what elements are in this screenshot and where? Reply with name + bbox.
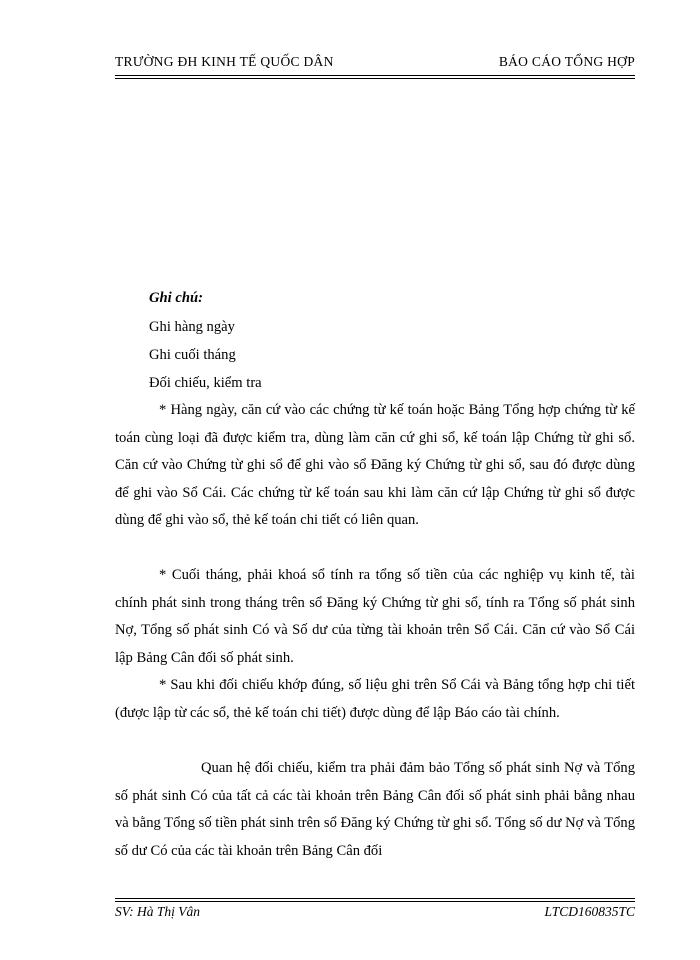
legend-reconcile: Đối chiếu, kiểm tra — [149, 375, 262, 391]
footer-student-id: LTCD160835TC — [544, 904, 635, 919]
paragraph-after-reconcile: * Sau khi đối chiếu khớp đúng, số liệu ghi trên Sổ Cái và Bảng tổng hợp chi tiết (được lập từ các sổ, thẻ kế toán chi tiết) được dùng để lập Báo cáo tài chính. — [115, 677, 635, 721]
legend-month-end: Ghi cuối tháng — [149, 347, 236, 363]
footer-student-name: SV: Hà Thị Vân — [115, 904, 200, 919]
header-school-name: TRƯỜNG ĐH KINH TẾ QUỐC DÂN — [115, 54, 334, 69]
paragraph-reconciliation: Quan hệ đối chiếu, kiểm tra phải đảm bảo Tổng số phát sinh Nợ và Tổng số phát sinh Có của tất cả các tài khoản trên Bảng Cân đối số phát sinh phải bằng nhau và bằng Tổng số tiền phát sinh trên sổ Đăng ký Chứng từ ghi sổ. Tổng số dư Nợ và Tổng số dư Có của các tài khoản trên Bảng Cân đối — [115, 760, 635, 859]
header-divider — [115, 75, 635, 79]
paragraph-month-end: * Cuối tháng, phải khoá sổ tính ra tổng số tiền của các nghiệp vụ kinh tế, tài chính phát sinh trong tháng trên sổ Đăng ký Chứng từ ghi sổ, tính ra Tổng số phát sinh Nợ, Tổng số phát sinh Có và Số dư của từng tài khoản trên Sổ Cái. Căn cứ vào Sổ Cái lập Bảng Cân đối số phát sinh. — [115, 567, 635, 666]
legend-daily: Ghi hàng ngày — [149, 319, 235, 335]
paragraph-daily: * Hàng ngày, căn cứ vào các chứng từ kế toán hoặc Bảng Tổng hợp chứng từ kế toán cùng loại đã được kiểm tra, dùng làm căn cứ ghi sổ, kế toán lập Chứng từ ghi sổ. Căn cứ vào Chứng từ ghi sổ để ghi vào sổ Đăng ký Chứng từ ghi sổ, sau đó được dùng để ghi vào Sổ Cái. Các chứng từ kế toán sau khi làm căn cứ lập Chứng từ ghi sổ được dùng để ghi vào sổ, thẻ kế toán chi tiết có liên quan. — [115, 402, 635, 528]
header-report-title: BÁO CÁO TỔNG HỢP — [498, 54, 635, 69]
page-header — [115, 54, 635, 76]
note-title: Ghi chú: — [149, 290, 203, 306]
footer-divider — [115, 898, 635, 902]
